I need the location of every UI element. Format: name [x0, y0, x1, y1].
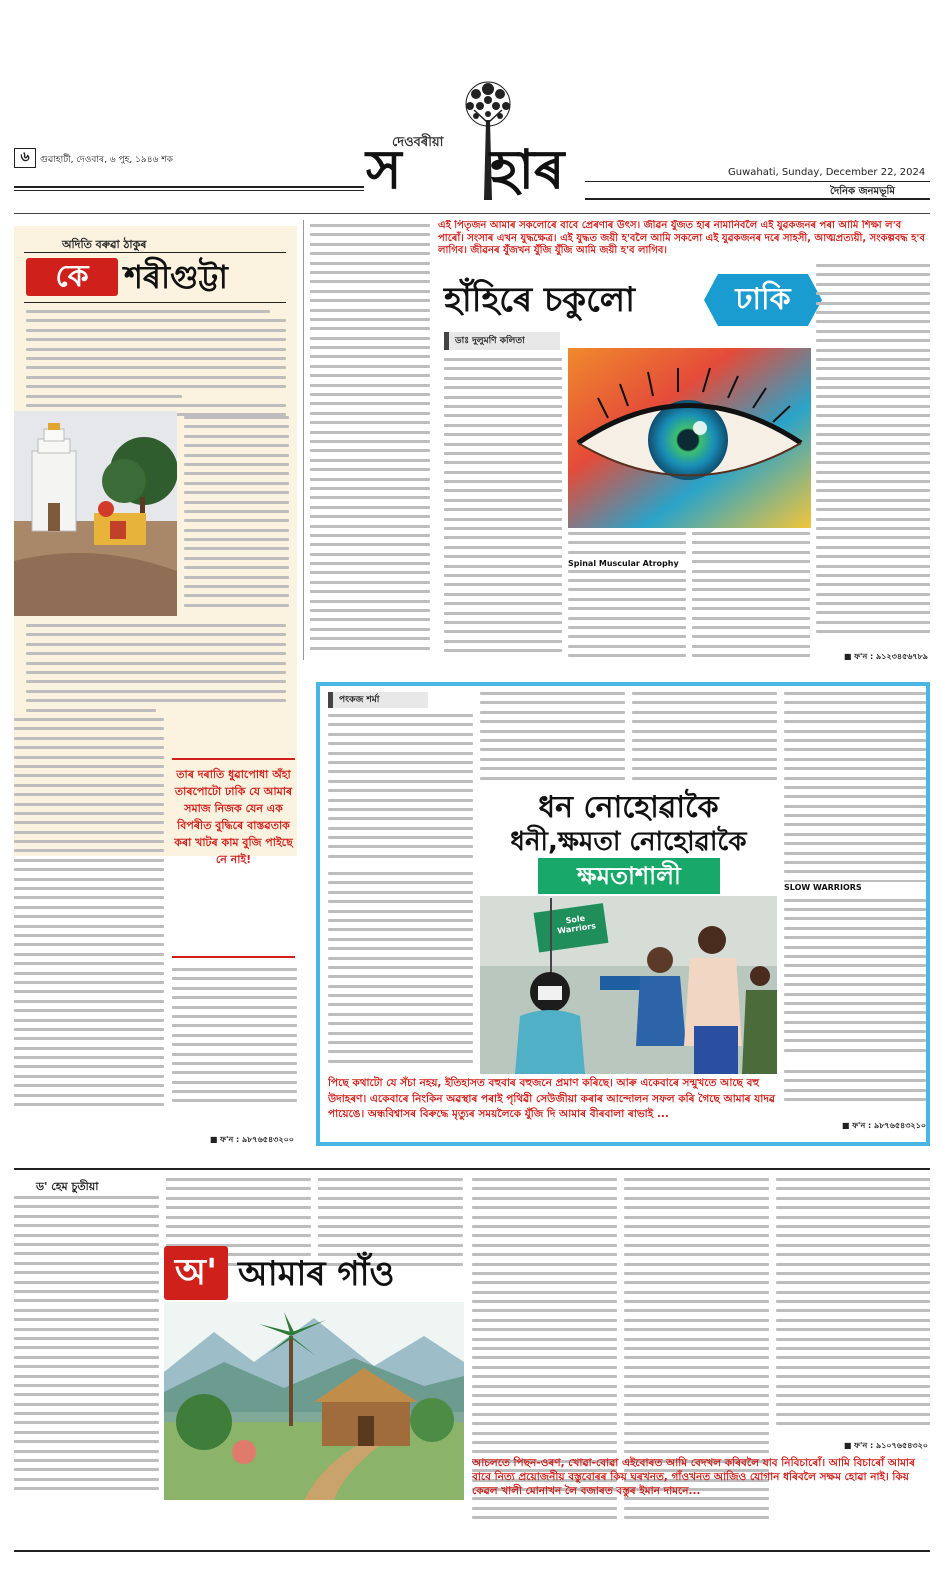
- village-painting: [164, 1302, 464, 1500]
- red-banner: এই পিতৃজন আমাৰ সকলোৰে বাবে প্ৰেৰণাৰ উৎস। জীৱন যুঁজত হাৰ নামানিবলৈ এই যুৱকজনৰ পৰা আমি শিক্ষা ল'ব পাৰোঁ। সংসাৰ এখন যুদ্ধক্ষেত্ৰ। এই যুদ্ধত জয়ী হ'বলৈ আমি সকলো এই যুৱকজনৰ দৰে সাহসী, আত্মপ্ৰত্যয়ী, সংকল্পবদ্ধ হ'ব লাগিব। জীৱনৰ যুঁজখন যুঁজি যুঁজি আমি জয়ী হ'ব লাগিব।: [438, 220, 925, 256]
- brand-right: হাৰ: [490, 138, 565, 201]
- intro-text: [26, 310, 286, 420]
- side-text: [184, 416, 289, 616]
- right-column-text: [816, 264, 930, 644]
- col-1-text: [14, 1196, 159, 1286]
- phone-sign: ■ ফ'ন : ৯১০৭৬৫৪৩২০: [843, 1441, 928, 1450]
- under-image-text-2: [692, 532, 810, 664]
- title-box: অ': [164, 1246, 228, 1300]
- left-column-text: [310, 224, 430, 664]
- headline-box: ক্ষমতাশালী: [538, 858, 720, 894]
- title-box: কে: [26, 258, 118, 296]
- col-6-text: [776, 1178, 930, 1432]
- article-keshorigutta-cont: [14, 718, 297, 1168]
- red-caption: পিছে কথাটো যে সঁচা নহয়, ইতিহাসত বহুবাৰ বহুজনে প্ৰমাণ কৰিছে। আৰু একেবাৰে সন্মুখতে আছে বহু উদাহৰণ। একেবাৰে নিংকিন অৱস্থাৰ পৰাই পৃথিৱী সেউজীয়া কৰাৰ আন্দোলন সফল কৰি গৈছে আমাৰ যাদৱ পায়েঙে। অন্ধবিশ্বাসৰ বিৰুদ্ধে মৃত্যুৰ সময়লৈকে যুঁজি দি আমাৰ বীৰবালা ৰাভাই ...: [328, 1077, 775, 1120]
- byline: অদিতি বৰুৱা ঠাকুৰ: [62, 238, 147, 251]
- mid-column-text: [444, 358, 562, 664]
- author-box: ডাঃ দুলুমণি কলিতা: [444, 332, 560, 350]
- pull-quote: তাৰ দৰাতি ধুৱাপোধা অঁহা তাৰপোটো ঢাকি যে আমাৰ সমাজ নিজক যেন এক বিপৰীত বুদ্ধিৰে বাস্তৱতাক কৰা খাটৰ কাম বুজি পাইছে নে নাই!: [172, 758, 295, 958]
- phone-sign: ■ ফ'ন : ৯৮৭৬৫৪৩২১০: [841, 1121, 926, 1130]
- col-1-lower-text: [328, 872, 473, 1068]
- date-english: Guwahati, Sunday, December 22, 2024: [728, 167, 926, 178]
- article-hahire: [308, 220, 930, 668]
- brand-small: দেওবৰীয়া: [392, 135, 444, 150]
- brand-left: স: [366, 138, 402, 201]
- body-text-right: [172, 968, 297, 1118]
- paper-name: দৈনিক জনমভূমি: [830, 186, 895, 197]
- col-1-text: [328, 714, 473, 864]
- under-image-text-1: [568, 532, 686, 664]
- children-photo: [480, 896, 777, 1074]
- body-text-left: [14, 718, 164, 1118]
- phone-sign: ■ ফ'ন : ৯১২৩৪৫৬৭৮৯: [843, 652, 928, 661]
- caps-highlight: SLOW WARRIORS: [784, 882, 926, 893]
- date-local: গুৱাহাটী, দেওবাৰ, ৬ পুহ, ১৯৪৬ শক: [40, 155, 173, 165]
- byline: ড' হেম চুতীয়া: [36, 1180, 99, 1193]
- photo-sign-text: Sole Warriors: [556, 913, 597, 936]
- highlight-term: Spinal Muscular Atrophy: [568, 558, 686, 569]
- article-title: শৰীগুট্টা: [124, 258, 228, 296]
- col-4-text: [784, 692, 926, 1064]
- author-box: পংকজ শৰ্মা: [328, 692, 428, 708]
- headline: হাঁহিৰে চকুলো: [444, 280, 635, 320]
- article-title: আমাৰ গাঁও: [238, 1254, 395, 1294]
- eye-painting: [568, 348, 811, 528]
- col-4-lower-text: [784, 1070, 926, 1110]
- article-dhon-nuhuwakoi: [316, 682, 930, 1146]
- col-2-text: [480, 692, 625, 788]
- masthead: [0, 0, 945, 205]
- body-text: [26, 624, 286, 714]
- phone-sign: ■ ফ'ন : ৯৮৭৬৫৪৩২০০: [209, 1135, 294, 1144]
- headline-line-2: ধনী,ক্ষমতা নোহোৱাকৈ: [510, 827, 747, 857]
- red-banner: আচলতে পিছন-ওৰণ, খোৱা-বোৱা এইবোৰত আমি বেদখল কৰিবলৈ যাব নিবিচাৰোঁ। আমি বিচাৰোঁ আমাৰ বাবে নিত্য প্ৰয়োজনীয় বস্তুবোৰৰ কিয় ঘৰখনত, গাঁওখনত আজিও যোগান ধৰিবলৈ সক্ষম হোৱা নাই। কিয় কেৱল খালী মোনাখন লৈ বজাৰত বস্তুৰ ইমান দামনে...: [472, 1457, 915, 1497]
- col-3-text: [632, 692, 777, 788]
- col-1-lower-text: [14, 1290, 159, 1498]
- article-amar-gaon: [14, 1178, 930, 1548]
- headline-line-1: ধন নোহোৱাকৈ: [538, 790, 719, 825]
- headline-box: ঢাকি: [704, 274, 822, 326]
- temple-photo: [14, 411, 177, 616]
- page-number: ৬: [14, 148, 36, 168]
